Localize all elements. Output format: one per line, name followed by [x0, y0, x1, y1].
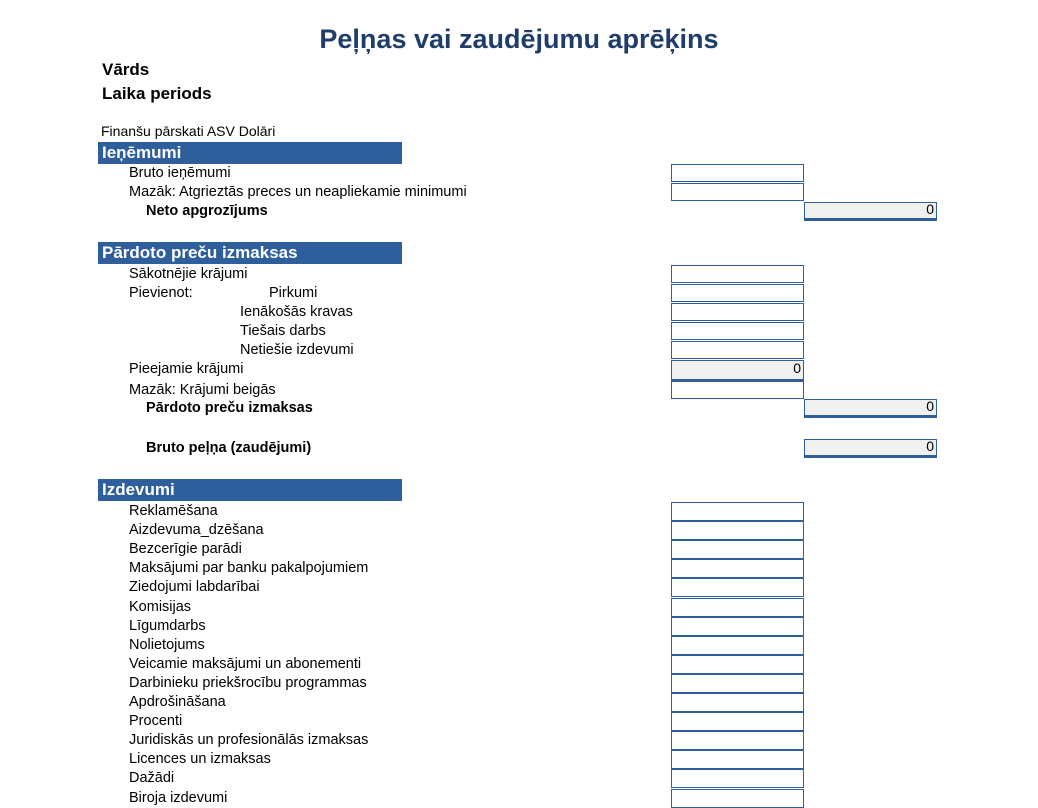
expense-item-label: Aizdevuma_dzēšana [129, 522, 264, 538]
expense-item-input[interactable] [671, 731, 804, 750]
expense-item-label: Maksājumi par banku pakalpojumiem [129, 560, 369, 576]
expense-item-label: Nolietojums [129, 637, 205, 653]
expense-item-input[interactable] [671, 712, 804, 731]
expense-item-input[interactable] [671, 521, 804, 540]
net-sales-label: Neto apgrozījums [146, 203, 268, 219]
expense-item-input[interactable] [671, 750, 804, 769]
direct-labor-label: Tiešais darbs [240, 323, 326, 339]
gross-revenue-label: Bruto ieņēmumi [129, 165, 231, 181]
freight-in-input[interactable] [671, 303, 804, 321]
currency-note: Finanšu pārskati ASV Dolāri [101, 123, 276, 139]
expense-item-input[interactable] [671, 540, 804, 559]
expense-item-label: Biroja izdevumi [129, 790, 228, 806]
expense-item-label: Bezcerīgie parādi [129, 541, 242, 557]
expense-item-input[interactable] [671, 674, 804, 693]
expense-item-label: Līgumdarbs [129, 618, 206, 634]
name-label: Vārds [102, 60, 150, 79]
expense-item-label: Dažādi [129, 770, 175, 786]
expense-item-input[interactable] [671, 693, 804, 712]
expense-item-input[interactable] [671, 789, 804, 808]
direct-labor-input[interactable] [671, 322, 804, 340]
period-label: Laika periods [102, 84, 212, 103]
expense-item-input[interactable] [671, 559, 804, 578]
beginning-inventory-label: Sākotnējie krājumi [129, 266, 248, 282]
expense-item-label: Juridiskās un profesionālās izmaksas [129, 732, 369, 748]
expense-item-label: Ziedojumi labdarībai [129, 579, 260, 595]
purchases-input[interactable] [671, 284, 804, 302]
expense-item-input[interactable] [671, 578, 804, 597]
gross-profit-total: 0 [804, 439, 937, 458]
expense-item-label: Apdrošināšana [129, 694, 226, 710]
purchases-label: Pirkumi [269, 285, 318, 301]
indirect-expenses-input[interactable] [671, 341, 804, 359]
beginning-inventory-input[interactable] [671, 265, 804, 283]
cogs-section-heading: Pārdoto preču izmaksas [98, 242, 402, 264]
indirect-expenses-label: Netiešie izdevumi [240, 342, 354, 358]
cogs-total: 0 [804, 399, 937, 418]
ending-inventory-input[interactable] [671, 381, 804, 399]
expense-item-label: Veicamie maksājumi un abonementi [129, 656, 362, 672]
expenses-section-heading: Izdevumi [98, 479, 402, 501]
expense-item-input[interactable] [671, 502, 804, 521]
ending-inventory-label: Mazāk: Krājumi beigās [129, 382, 276, 398]
add-label: Pievienot: [129, 285, 193, 301]
cogs-total-label: Pārdoto preču izmaksas [146, 400, 313, 416]
expense-item-label: Reklamēšana [129, 503, 218, 519]
available-inventory-total: 0 [671, 360, 804, 381]
net-sales-total: 0 [804, 202, 937, 221]
expense-item-input[interactable] [671, 617, 804, 636]
expense-item-label: Procenti [129, 713, 183, 729]
page-title: Peļņas vai zaudējumu aprēķins [319, 24, 719, 54]
revenue-section-heading: Ieņēmumi [98, 142, 402, 164]
expense-item-label: Komisijas [129, 599, 192, 615]
expense-item-label: Licences un izmaksas [129, 751, 271, 767]
gross-revenue-input[interactable] [671, 164, 804, 182]
expense-item-input[interactable] [671, 769, 804, 788]
returns-input[interactable] [671, 183, 804, 201]
returns-label: Mazāk: Atgrieztās preces un neapliekamie minimumi [129, 184, 467, 200]
expense-item-input[interactable] [671, 598, 804, 617]
expense-item-label: Darbinieku priekšrocību programmas [129, 675, 367, 691]
freight-in-label: Ienākošās kravas [240, 304, 353, 320]
gross-profit-label: Bruto peļņa (zaudējumi) [146, 440, 312, 456]
expense-item-input[interactable] [671, 636, 804, 655]
expense-item-input[interactable] [671, 655, 804, 674]
available-inventory-label: Pieejamie krājumi [129, 361, 244, 377]
